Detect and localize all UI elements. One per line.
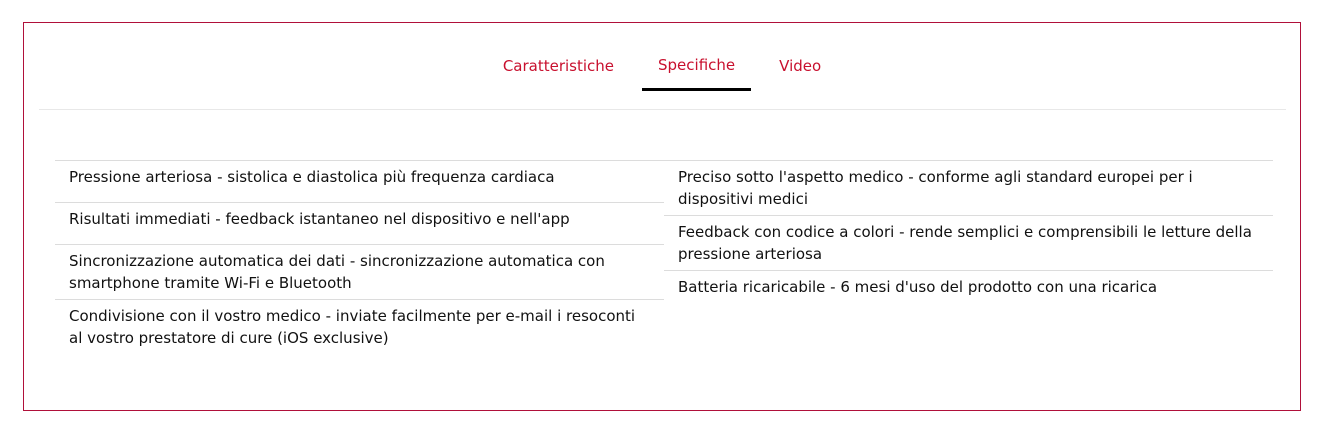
tab-label: Specifiche (658, 55, 736, 74)
tab-bar (24, 23, 1300, 91)
tab-specifiche[interactable] (642, 23, 751, 91)
spec-item: Condivisione con il vostro medico - inviate facilmente per e-mail i resoconti al vostro prestatore di cure (iOS exclusive) (55, 299, 664, 354)
tabs-divider (39, 109, 1286, 110)
tab-video[interactable] (763, 23, 837, 91)
spec-item: Preciso sotto l'aspetto medico - conforme agli standard europei per i dispositivi medici (664, 160, 1273, 215)
product-details-panel (23, 22, 1301, 411)
tab-caratteristiche[interactable] (487, 23, 630, 91)
specs-column-right (664, 160, 1273, 354)
spec-item: Sincronizzazione automatica dei dati - sincronizzazione automatica con smartphone tramite Wi-Fi e Bluetooth (55, 244, 664, 299)
spec-item: Batteria ricaricabile - 6 mesi d'uso del prodotto con una ricarica (664, 270, 1273, 312)
specs-grid (55, 160, 1273, 354)
spec-item: Pressione arteriosa - sistolica e diastolica più frequenza cardiaca (55, 160, 664, 202)
specs-column-left (55, 160, 664, 354)
spec-item: Risultati immediati - feedback istantaneo nel dispositivo e nell'app (55, 202, 664, 244)
tab-label: Caratteristiche (502, 57, 615, 75)
tab-label: Video (779, 57, 822, 75)
spec-item: Feedback con codice a colori - rende semplici e comprensibili le letture della pressione arteriosa (664, 215, 1273, 270)
